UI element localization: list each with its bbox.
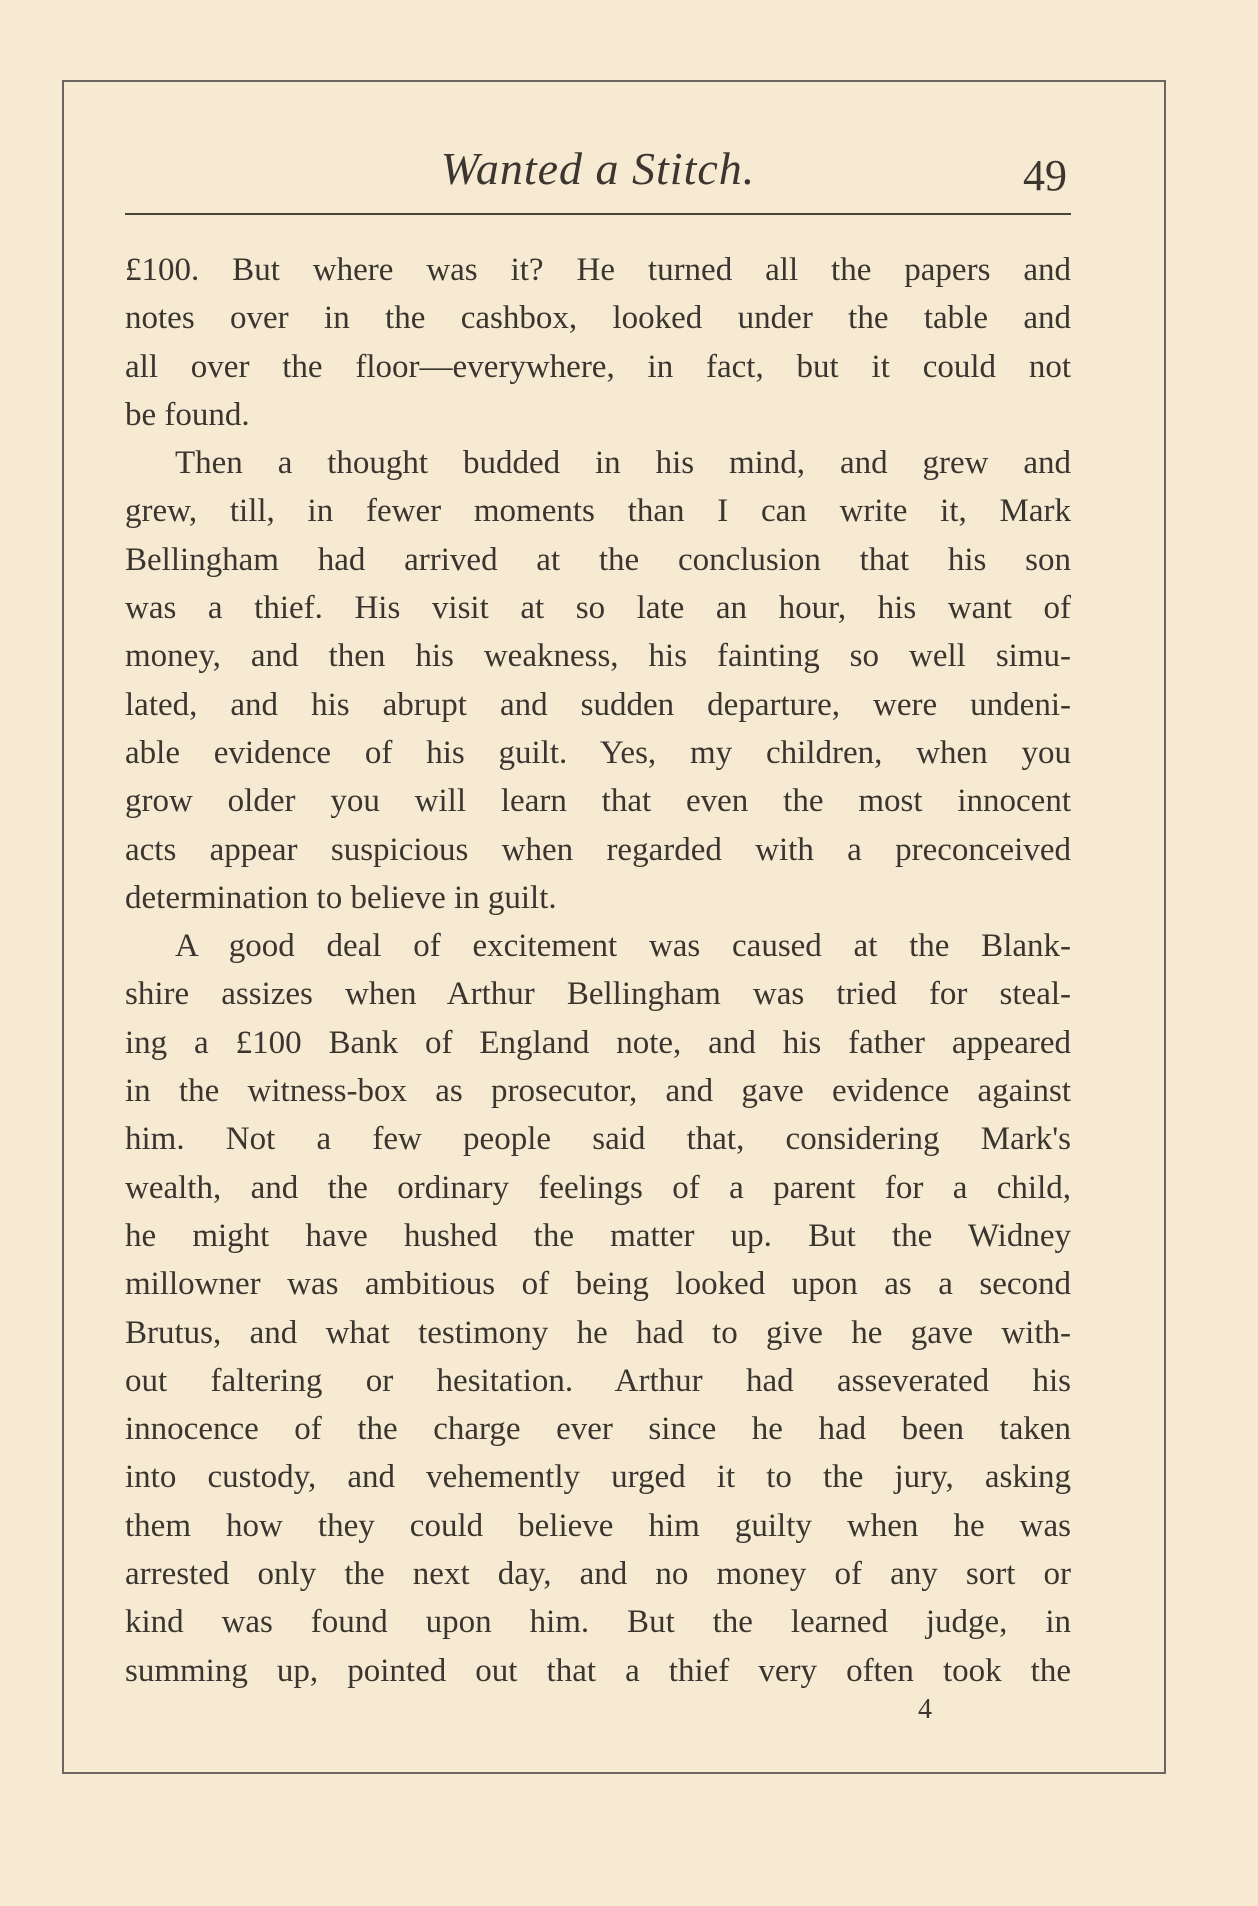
- text-line: be found.: [125, 396, 250, 433]
- text-line: all over the floor—everywhere, in fact, but it could not: [125, 348, 1071, 385]
- text-line: was a thief. His visit at so late an hour, his want of: [125, 590, 1071, 627]
- running-header: [125, 128, 1071, 210]
- text-line: lated, and his abrupt and sudden departure, were undeni-: [125, 686, 1071, 723]
- text-line: determination to believe in guilt.: [125, 879, 557, 916]
- page-number: 49: [1023, 151, 1067, 200]
- text-line: ing a £100 Bank of England note, and his father appeared: [125, 1024, 1071, 1061]
- running-title: Wanted a Stitch.: [440, 143, 756, 194]
- text-line: acts appear suspicious when regarded with a preconceived: [125, 831, 1071, 868]
- text-line: summing up, pointed out that a thief very often took the: [125, 1652, 1071, 1689]
- text-line: into custody, and vehemently urged it to the jury, asking: [125, 1459, 1071, 1496]
- text-line: grow older you will learn that even the most innocent: [125, 783, 1071, 820]
- text-line: in the witness-box as prosecutor, and gave evidence against: [125, 1073, 1071, 1110]
- text-line: arrested only the next day, and no money of any sort or: [125, 1556, 1071, 1593]
- text-line: Bellingham had arrived at the conclusion that his son: [125, 541, 1071, 578]
- text-line: A good deal of excitement was caused at the Blank-: [175, 928, 1071, 965]
- text-line: shire assizes when Arthur Bellingham was tried for steal-: [125, 976, 1071, 1013]
- text-line: out faltering or hesitation. Arthur had asseverated his: [125, 1362, 1071, 1399]
- text-line: he might have hushed the matter up. But the Widney: [125, 1217, 1071, 1254]
- text-line: Brutus, and what testimony he had to give he gave with-: [125, 1314, 1071, 1351]
- text-line: innocence of the charge ever since he had been taken: [125, 1411, 1071, 1448]
- text-line: money, and then his weakness, his fainting so well simu-: [125, 638, 1071, 675]
- text-line: kind was found upon him. But the learned judge, in: [125, 1604, 1071, 1641]
- header-rule: [125, 213, 1071, 215]
- text-line: them how they could believe him guilty when he was: [125, 1507, 1071, 1544]
- signature-mark: 4: [918, 1694, 932, 1725]
- text-line: grew, till, in fewer moments than I can write it, Mark: [125, 493, 1071, 530]
- text-line: wealth, and the ordinary feelings of a parent for a child,: [125, 1169, 1071, 1206]
- text-line: £100. But where was it? He turned all the papers and: [125, 252, 1071, 288]
- body-text: [125, 246, 1071, 1695]
- text-line: notes over in the cashbox, looked under the table and: [125, 300, 1071, 337]
- text-line: millowner was ambitious of being looked upon as a second: [125, 1266, 1071, 1303]
- text-line: able evidence of his guilt. Yes, my children, when you: [125, 734, 1071, 771]
- text-line: him. Not a few people said that, considering Mark's: [125, 1121, 1071, 1158]
- text-line: Then a thought budded in his mind, and grew and: [175, 445, 1071, 482]
